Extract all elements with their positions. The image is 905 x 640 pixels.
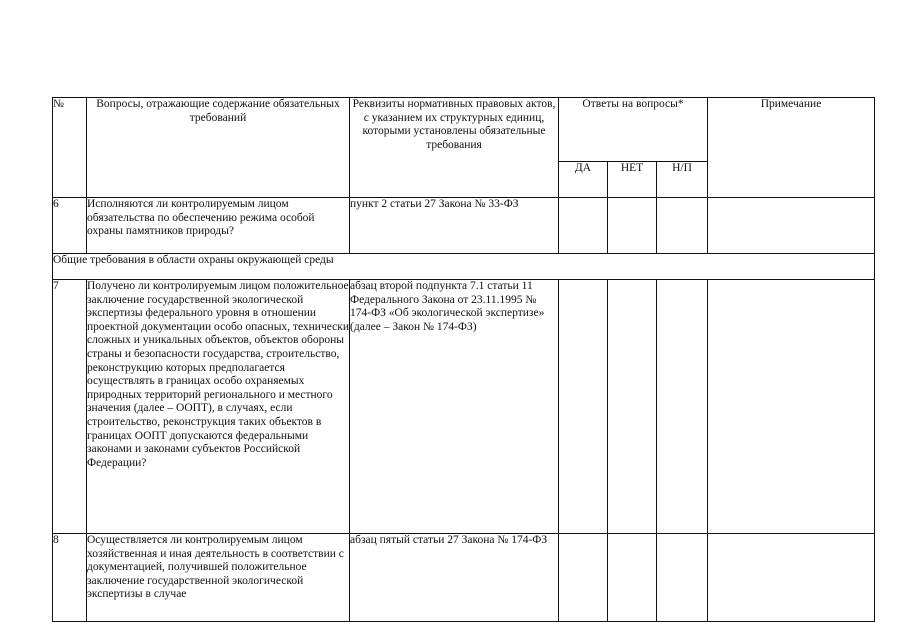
row-requisites: абзац второй подпункта 7.1 статьи 11 Федерального Закона от 23.11.1995 № 174-ФЗ «Об экологической экспертизе» (далее – Закон № 174-ФЗ) xyxy=(350,280,559,534)
note-cell[interactable] xyxy=(708,534,875,622)
section-row xyxy=(53,254,875,280)
table-row xyxy=(53,280,875,534)
header-answer-na: Н/П xyxy=(657,162,708,198)
header-answer-yes: ДА xyxy=(559,162,608,198)
note-cell[interactable] xyxy=(708,280,875,534)
answer-na-cell[interactable] xyxy=(657,534,708,622)
header-question: Вопросы, отражающие содержание обязательных требований xyxy=(87,98,350,198)
table-row xyxy=(53,198,875,254)
header-answers: Ответы на вопросы* xyxy=(559,98,708,162)
answer-no-cell[interactable] xyxy=(608,534,657,622)
answer-yes-cell[interactable] xyxy=(559,198,608,254)
table-row xyxy=(53,534,875,622)
row-question: Исполняются ли контролируемым лицом обязательства по обеспечению режима особой охраны памятников природы? xyxy=(87,198,350,254)
header-row xyxy=(53,98,875,162)
section-title: Общие требования в области охраны окружающей среды xyxy=(53,254,875,280)
header-note: Примечание xyxy=(708,98,875,198)
row-requisites: абзац пятый статьи 27 Закона № 174-ФЗ xyxy=(350,534,559,622)
answer-no-cell[interactable] xyxy=(608,280,657,534)
header-num: № xyxy=(53,98,87,198)
row-num: 7 xyxy=(53,280,87,534)
answer-no-cell[interactable] xyxy=(608,198,657,254)
checklist-table xyxy=(52,97,875,622)
header-requisites: Реквизиты нормативных правовых актов, с указанием их структурных единиц, которыми установлены обязательные требования xyxy=(350,98,559,198)
answer-na-cell[interactable] xyxy=(657,280,708,534)
row-num: 8 xyxy=(53,534,87,622)
row-requisites: пункт 2 статьи 27 Закона № 33-ФЗ xyxy=(350,198,559,254)
note-cell[interactable] xyxy=(708,198,875,254)
row-num: 6 xyxy=(53,198,87,254)
row-question: Получено ли контролируемым лицом положительное заключение государственной экологической экспертизы федерального уровня в отношении проектной документации особо опасных, технически сложных и уникальных объектов, объектов обороны страны и безопасности государства, строительство, реконструкцию которых предполагается осуществлять в границах особо охраняемых природных территорий регионального и местного значения (далее – ООПТ), в случаях, если строительство, реконструкция таких объектов в границах ООПТ допускаются федеральными законами и законами субъектов Российской Федерации? xyxy=(87,280,350,534)
answer-na-cell[interactable] xyxy=(657,198,708,254)
answer-yes-cell[interactable] xyxy=(559,280,608,534)
row-question: Осуществляется ли контролируемым лицом хозяйственная и иная деятельность в соответствии с документацией, получившей положительное заключение государственной экологической экспертизы в случае xyxy=(87,534,350,622)
answer-yes-cell[interactable] xyxy=(559,534,608,622)
header-answer-no: НЕТ xyxy=(608,162,657,198)
